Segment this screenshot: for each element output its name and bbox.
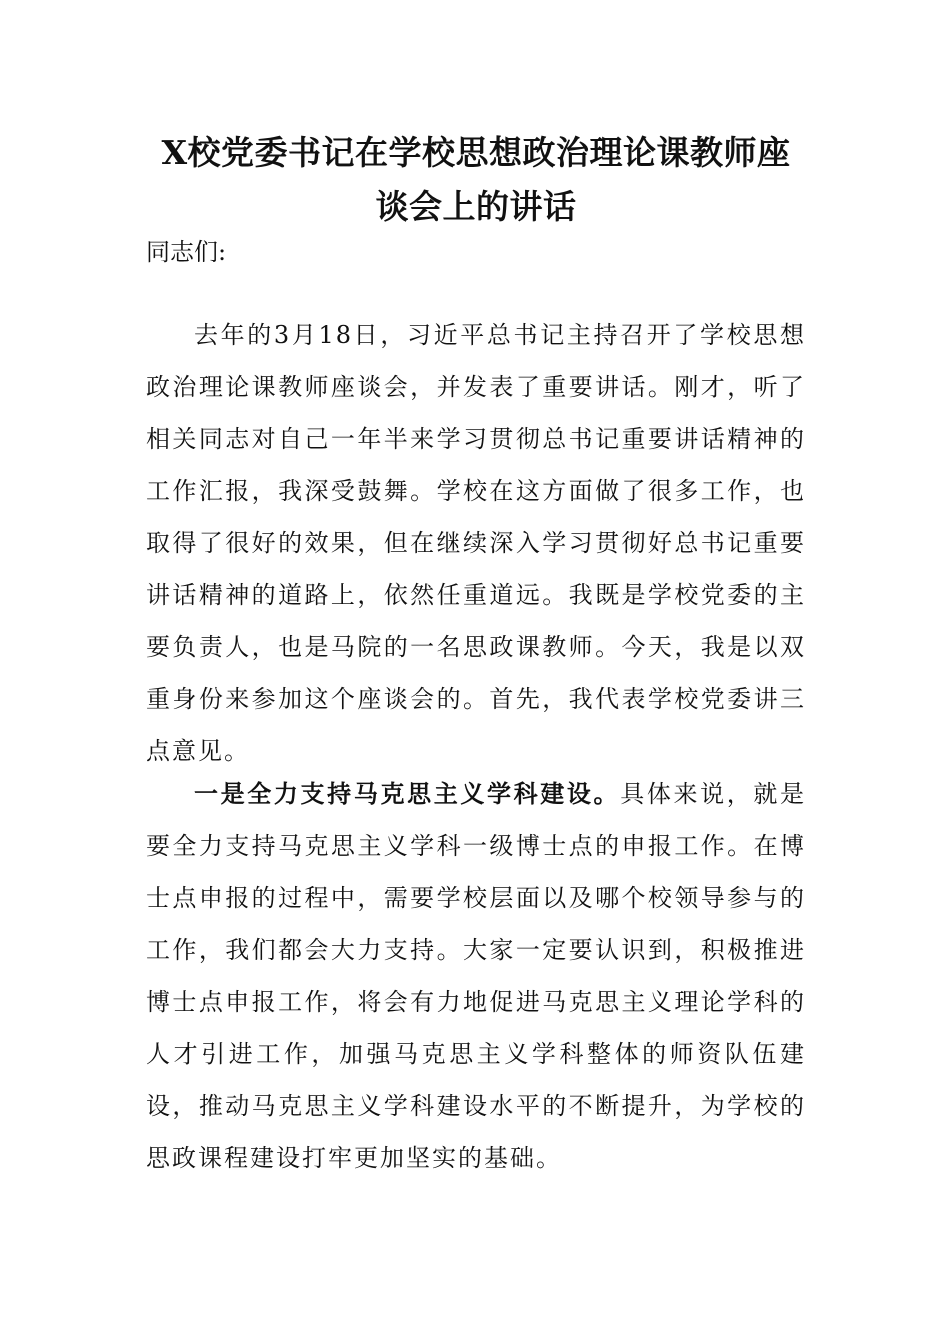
paragraph-2-heading: 一是全力支持马克思主义学科建设。	[194, 779, 621, 808]
salutation: 同志们:	[146, 238, 227, 266]
paragraph-2-body: 具体来说，就是要全力支持马克思主义学科一级博士点的申报工作。在博士点申报的过程中，需要学校层面以及哪个校领导参与的工作，我们都会大力支持。大家一定要认识到，积极推进博士点申报工作，将会有力地促进马克思主义理论学科的人才引进工作，加强马克思主义学科整体的师资队伍建设，推动马克思主义学科建设水平的不断提升，为学校的思政课程建设打牢更加坚实的基础。	[146, 780, 807, 1172]
paragraph-1: 去年的3月18日，习近平总书记主持召开了学校思想政治理论课教师座谈会，并发表了重要讲话。刚才，听了相关同志对自己一年半来学习贯彻总书记重要讲话精神的工作汇报，我深受鼓舞。学校在这方面做了很多工作，也取得了很好的效果，但在继续深入学习贯彻好总书记重要讲话精神的道路上，依然任重道远。我既是学校党委的主要负责人，也是马院的一名思政课教师。今天，我是以双重身份来参加这个座谈会的。首先，我代表学校党委讲三点意见。	[146, 321, 806, 765]
document-title: X校党委书记在学校思想政治理论课教师座谈会上的讲话	[161, 133, 791, 226]
paragraph-2	[146, 768, 806, 1184]
